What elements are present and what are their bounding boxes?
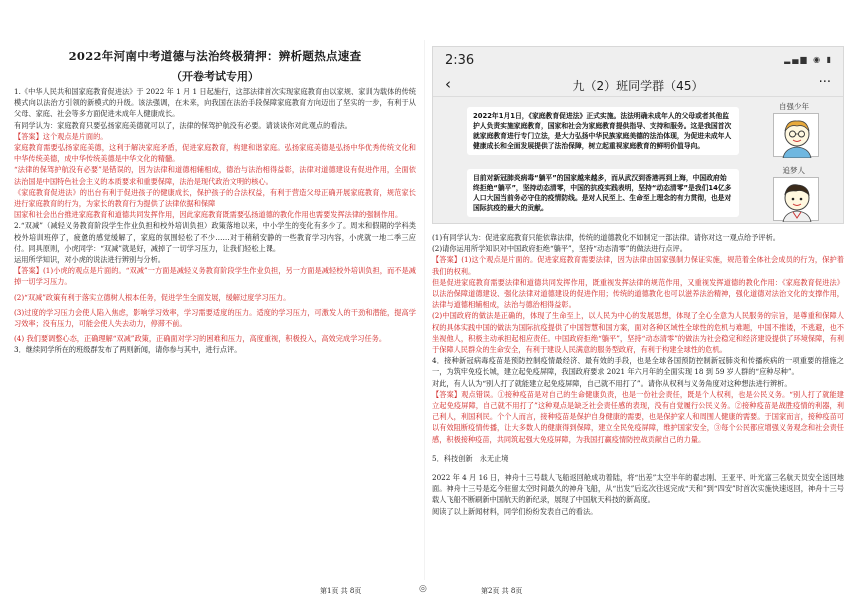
paragraph-spacer: [432, 464, 844, 472]
left-body: [14, 86, 416, 356]
question-paragraph: (2)请你运用所学知识对中国政府拒绝“躺平”，坚持“动态清零”的做法进行点评。: [432, 244, 687, 254]
answer-paragraph: (2)“双减”政策有利于落实立德树人根本任务，促进学生全面发展，缓解过度学习压力。: [14, 292, 291, 302]
answer-paragraph: 【答案】这个观点是片面的。: [14, 131, 108, 141]
answer-paragraph: (3)过度的学习压力会使人陷入焦虑，影响学习效率，学习需要适度的压力。适度的学习压力，可激发人的干劲和潜能，提高学习效率；没有压力，可能会使人失去动力，停滞不前。: [14, 307, 416, 329]
chat-message: 目前对新冠肺炎病毒“躺平”的国家越来越多，而从武汉到香港再到上海，中国政府始终拒绝“躺平”，坚持动态清零，中国的抗疫实践表明，坚持“动态清零”是我们14亿多人口大国当前务必守住的疫情防线。是对人民至上、生命至上理念的有力贯彻，也是对国际抗疫的最大的贡献。: [467, 169, 739, 217]
chat-header: [433, 73, 843, 97]
status-time: 2:36: [445, 53, 475, 68]
answer-paragraph: 国家和社会出台推进家庭教育和道德共同发挥作用，因此家庭教育既需要弘扬道德的教化作用也需要发挥法律的强制作用。: [14, 210, 403, 220]
binding-mark-icon: ◎: [419, 584, 427, 594]
avatar-icon: [773, 177, 819, 221]
right-page: [432, 0, 844, 608]
answer-paragraph: 【答案】(1)这个观点是片面的。促进家庭教育需要法律，因为法律由国家强制力保证实施，规范着全体社会成员的行为，保护着我们的权利。: [432, 255, 844, 276]
question-paragraph: 3．继续同学所在的班级群发布了两则新闻，请你参与其中，进行点评。: [14, 345, 242, 355]
more-icon[interactable]: ···: [818, 75, 831, 90]
question-paragraph: 2.“双减”（减轻义务教育阶段学生作业负担和校外培训负担）政策落地以来，中小学生的变化有多少了。周末和假期的学科类校外培训班停了，疲惫的感觉缓解了，家庭的氛围轻松了不少……对于稍稍安静的一些教育学习内容，小虎就一地二季三应付。同具原则，小虎同学：“双减”就是好，减掉了一切学习压力，让我们轻松上课。: [14, 221, 416, 253]
page-number-left: 第1页 共 8页: [320, 587, 362, 595]
answer-paragraph: 但是促进家庭教育需要法律和道德共同发挥作用，既重视发挥法律的规范作用，又重视发挥道德的教化作用：《家庭教育促进法》以法治保障道德建设、强化法律对道德建设的促进作用；传统的道德教化也可以滋养法治精神，强化道德对法治文化的支撑作用，法律与道德相辅相成，法治与德治相得益彰。: [432, 277, 844, 310]
question-paragraph: 5．科技创新 永无止境: [432, 453, 509, 463]
question-paragraph: 有同学认为：家庭教育只要弘扬家庭美德就可以了，法律的保驾护航没有必要。请谈谈你对此观点的看法。: [14, 120, 352, 130]
chat-message: 2022年1月1日，《家庭教育促进法》正式实施。法法明确未成年人的父母或者其他监护人负责实施家庭教育，国家和社会为家庭教育提供指导、支持和服务。这是我国首次就家庭教育进行专门立法，是大力弘扬中华民族家庭美德的法治体现，为促进未成年人健康成长和全面发展提供了法治保障，树立起重视家庭教育的鲜明价值导向。: [467, 107, 739, 155]
status-icons: ▂▄▆ ◉ ▮: [784, 55, 833, 64]
avatar-icon: [773, 113, 819, 157]
chat-title: 九（2）班同学群（45）: [572, 79, 704, 93]
paragraph-spacer: [432, 445, 844, 453]
answer-paragraph: 【答案】观点错误。①接种疫苗是对自己的生命健康负责，也是一份社会责任，既是个人权利，也是公民义务。“别人打了就能建立起免疫屏障，自己就不用打了”这种观点是缺乏社会责任感的表现，没有自觉履行公民义务。②接种疫苗是战胜疫情的利器，利己利人，利国利民。个个人而言，接种疫苗是保护自身健康的需要，也是保护家人和周围人健康的需要。于国家而言，接种疫苗可以有效阻断疫情传播，让大多数人的健康得到保障，建立全民免疫屏障，维护国家安全，③每个公民都应增强义务观念和社会责任感，积极接种疫苗，共同筑起强大免疫屏障，为我国打赢疫情防控战贡献自己的力量。: [432, 389, 844, 444]
question-paragraph: 1.《中华人民共和国家庭教育促进法》于 2022 年 1 月 1 日起施行，这部法律首次实现家庭教育由以家规、家训为载体的传统模式向以法治方引领的新模式的升级。该法强调，在未来，向我国在法治手段保障家庭教育方向迈出了坚实的一步，有利于从父母、家庭、社会等多方面促进未成年人健康成长。: [14, 87, 416, 119]
answer-paragraph: 【答案】(1)小虎的观点是片面的。“双减”一方面是减轻义务教育阶段学生作业负担，另一方面是减轻校外培训负担，而不是减掉一切学习压力。: [14, 266, 416, 287]
answer-paragraph: “法律的保驾护航没有必要”是错误的，因为法律和道德相辅相成，德治与法治相得益彰，法律对道德建设有促进作用，全面依法治国是中国特色社会主义的本质要求和重要保障，法治是现代政治文明的核心。: [14, 165, 416, 186]
answer-paragraph: 《家庭教育促进法》的出台有利于促进孩子的健康成长，保护孩子的合法权益，有利于营造父母正确开展家庭教育，规范家长进行家庭教育的行为，为家长的教育行为提供了法律依据和保障: [14, 187, 416, 209]
phone-screenshot: [432, 46, 844, 224]
chat-username: 自强少年: [779, 102, 809, 111]
page-divider: [424, 40, 425, 580]
right-body: [432, 232, 844, 517]
question-paragraph: 对此，有人认为“别人打了就能建立起免疫屏障，自己就不用打了”。请你从权利与义务角度对这种想法进行辨析。: [432, 378, 792, 388]
left-page: [14, 0, 416, 608]
page-number-right: 第2页 共 8页: [481, 587, 523, 595]
question-paragraph: 2022 年 4 月 16 日，神舟十三号载人飞船返回舱成功着陆，将“出差”太空半年的翟志刚、王亚平、叶光富三名航天员安全送回地面。神舟十三号是迄今驻留太空时间最久的神舟飞船，从“出发”后迄次往返完成“天和”到“四安”时首次实施快速返回，神舟十三号载人飞船不断刷新中国航天的新纪录，展现了中国航天科技的新高度。: [432, 473, 844, 505]
question-paragraph: 4．接种新冠病毒疫苗是预防控制疫情最经济、最有效的手段，也是全球各国预防控制新冠肺炎和传播疾病的一项重要的措施之一，为筑牢免疫长城，建立起免疫屏障，我国政府要求 2021 年六月年的全面实现 18 到 59 岁人群的“应种尽种”。: [432, 356, 844, 377]
question-paragraph: 阅读了以上新闻材料，同学们纷纷发表自己的看法。: [432, 506, 598, 516]
answer-paragraph: (2)中国政府的做法是正确的，体现了生命至上，以人民为中心的发展思想，体现了全心全意为人民服务的宗旨，是尊重和保障人权的具体实践中国的做法为国际抗疫提供了中国智慧和国方案，面对各种区域性全球性的危机与难题，中国不推诿，不逃避，也不坐视他人，积极主动承担起相应责任。中国政府拒绝“躺平”，坚持“动态清零”的做法为社会稳定和经济建设提供了环境保障，有利于保障人民群众的生命安全，有利于建设人民满意的服务型政府，有利于构建全球性的危机。: [432, 311, 844, 355]
chat-username: 追梦人: [782, 166, 805, 175]
back-arrow-icon[interactable]: ‹: [445, 75, 451, 93]
document-title: 2022年河南中考道德与法治终极猜押：辨析题热点速查: [68, 49, 362, 63]
question-paragraph: 运用所学知识，对小虎的说法进行辨别与分析。: [14, 255, 165, 265]
answer-paragraph: 家庭教育需要弘扬家庭美德，这利于解决家庭矛盾，促进家庭教育，构建和谐家庭。弘扬家庭美德是弘扬中华优秀传统文化和中华传统美德，成中华传统美德是中华文化的精髓。: [14, 143, 416, 164]
document-subtitle: （开卷考试专用）: [171, 70, 259, 83]
question-paragraph: (1)有同学认为：促进家庭教育只能依靠法律，传统的道德教化不如制定一部法律。请你对这一观点给予评析。: [432, 233, 780, 242]
answer-paragraph: (4) 我们要调整心态，正确理解“双减”政策，正确面对学习的困难和压力，高度重视，积极投入，高效完成学习任务。: [14, 334, 387, 344]
